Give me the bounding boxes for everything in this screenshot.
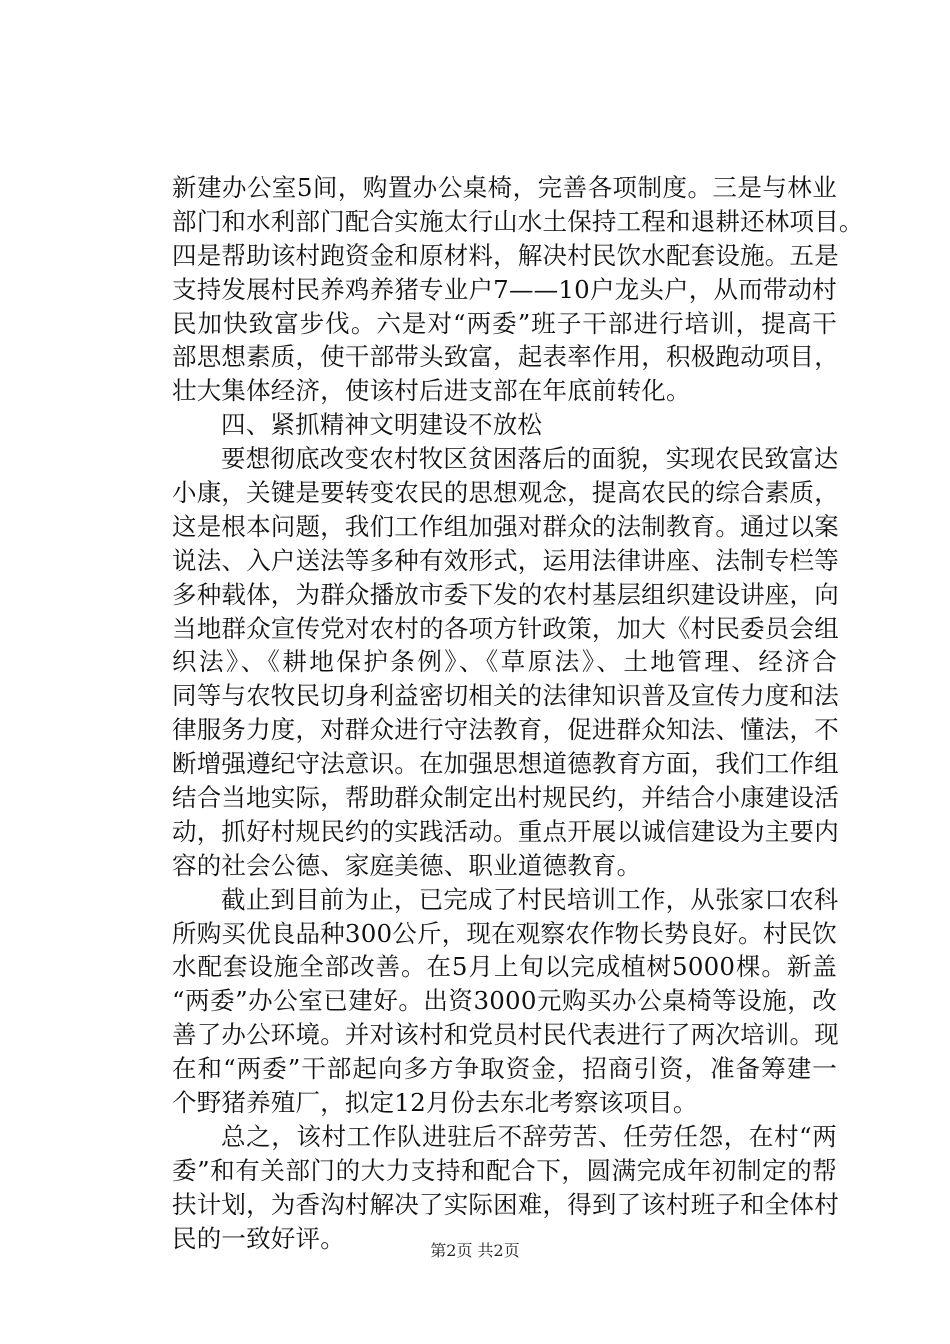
text-line: 这是根本问题，我们工作组加强对群众的法制教育。通过以案 [172,511,839,541]
text-line: 动，抓好村规民约的实践活动。重点开展以诚信建设为主要内 [172,816,839,846]
text-line: 律服务力度，对群众进行守法教育，促进群众知法、懂法，不 [172,715,839,745]
text-line: 部思想素质，使干部带头致富，起表率作用，积极跑动项目， [172,342,839,372]
text-line: 小康，关键是要转变农民的思想观念，提高农民的综合素质， [172,478,839,508]
text-line: 扶计划，为香沟村解决了实际困难，得到了该村班子和全体村 [172,1189,839,1219]
text-line: 要想彻底改变农村牧区贫困落后的面貌，实现农民致富达 [221,444,839,474]
page-footer: 第2页 共2页 [430,1241,520,1260]
text-line: 总之，该村工作队进驻后不辞劳苦、任劳任怨，在村“两 [221,1121,837,1151]
text-line: 断增强遵纪守法意识。在加强思想道德教育方面，我们工作组 [172,749,839,779]
text-line: 支持发展村民养鸡养猪专业户7——10户龙头户，从而带动村 [172,274,837,304]
text-line: 四是帮助该村跑资金和原材料，解决村民饮水配套设施。五是 [172,240,839,270]
text-line: 结合当地实际，帮助群众制定出村规民约，并结合小康建设活 [172,783,839,813]
text-line: 善了办公环境。并对该村和党员村民代表进行了两次培训。现 [172,1020,839,1050]
text-line: 部门和水利部门配合实施太行山水土保持工程和退耕还林项目。 [172,206,864,236]
text-line: 容的社会公德、家庭美德、职业道德教育。 [172,850,642,880]
text-line: 壮大集体经济，使该村后进支部在年底前转化。 [172,376,691,406]
text-line: 在和“两委”干部起向多方争取资金，招商引资，准备筹建一 [172,1054,837,1084]
text-line: “两委”办公室已建好。出资3000元购买办公桌椅等设施，改 [172,986,837,1016]
text-line: 新建办公室5间，购置办公桌椅，完善各项制度。三是与林业 [172,173,837,202]
text-line: 所购买优良品种300公斤，现在观察农作物长势良好。村民饮 [172,918,837,948]
text-line: 织法》、《耕地保护条例》、《草原法》、土地管理、经济合 [172,647,837,677]
text-line: 四、紧抓精神文明建设不放松 [221,410,543,440]
document-body [172,171,864,1256]
text-line: 当地群众宣传党对农村的各项方针政策，加大《村民委员会组 [172,613,839,643]
text-line: 同等与农牧民切身利益密切相关的法律知识普及宣传力度和法 [172,681,839,711]
text-line: 民加快致富步伐。六是对“两委”班子干部进行培训，提高干 [172,308,837,338]
text-line: 说法、入户送法等多种有效形式，运用法律讲座、法制专栏等 [172,545,839,575]
text-line: 个野猪养殖厂，拟定12月份去东北考察该项目。 [172,1088,698,1118]
text-line: 截止到目前为止，已完成了村民培训工作，从张家口农科 [221,884,839,914]
text-line: 委”和有关部门的大力支持和配合下，圆满完成年初制定的帮 [172,1155,837,1185]
text-line: 水配套设施全部改善。在5月上旬以完成植树5000棵。新盖 [172,952,837,982]
text-line: 多种载体，为群众播放市委下发的农村基层组织建设讲座，向 [172,579,839,609]
text-line: 民的一致好评。 [172,1223,345,1253]
